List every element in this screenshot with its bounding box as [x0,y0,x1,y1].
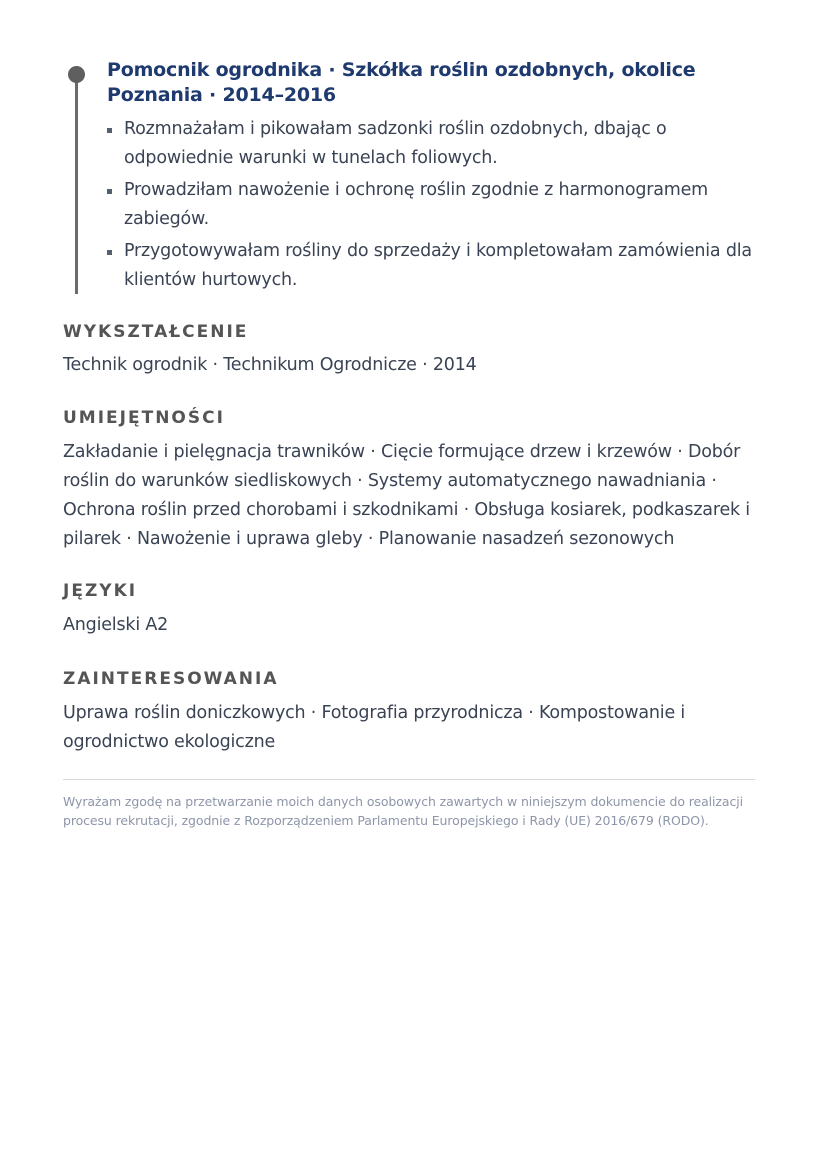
interests-text: Uprawa roślin doniczkowych · Fotografia przyrodnicza · Kompostowanie i ogrodnictwo ekologiczne [63,703,686,752]
bullet-icon [107,189,112,194]
interests-heading: ZAINTERESOWANIA [63,669,279,689]
bullet-icon [107,128,112,133]
list-item [107,237,767,294]
languages-text: Angielski A2 [63,615,169,635]
education-heading: WYKSZTAŁCENIE [63,322,249,342]
bullet-text: Prowadziłam nawożenie i ochronę roślin zgodnie z harmonogramem zabiegów. [124,180,709,229]
languages-heading: JĘZYKI [63,581,138,601]
skills-heading: UMIEJĘTNOŚCI [63,408,225,428]
skills-text: Zakładanie i pielęgnacja trawników · Cięcie formujące drzew i krzewów · Dobór roślin do warunków siedliskowych · Systemy automatycznego nawadniania · Ochrona roślin przed chorobami i szkodnikami · Obsługa kosiarek, podkaszarek i pilarek · Nawożenie i uprawa gleby · Planowanie nasadzeń sezonowych [63,442,750,549]
list-item [107,176,767,233]
bullet-text: Rozmnażałam i pikowałam sadzonki roślin ozdobnych, dbając o odpowiednie warunki w tunelach foliowych. [124,119,667,168]
bullet-text: Przygotowywałam rośliny do sprzedaży i kompletowałam zamówienia dla klientów hurtowych. [124,241,752,290]
education-text: Technik ogrodnik · Technikum Ogrodnicze · 2014 [63,355,477,375]
divider [63,779,755,780]
job-bullets [107,115,767,298]
timeline-line [75,72,78,294]
list-item [107,115,767,172]
gdpr-consent: Wyrażam zgodę na przetwarzanie moich danych osobowych zawartych w niniejszym dokumencie do realizacji procesu rekrutacji, zgodnie z Rozporządzeniem Parlamentu Europejskiego i Rady (UE) 2016/679 (RODO). [63,794,743,828]
job-title: Pomocnik ogrodnika · Szkółka roślin ozdobnych, okolice Poznania · 2014–2016 [107,59,696,106]
bullet-icon [107,250,112,255]
timeline-dot-icon [68,66,85,83]
